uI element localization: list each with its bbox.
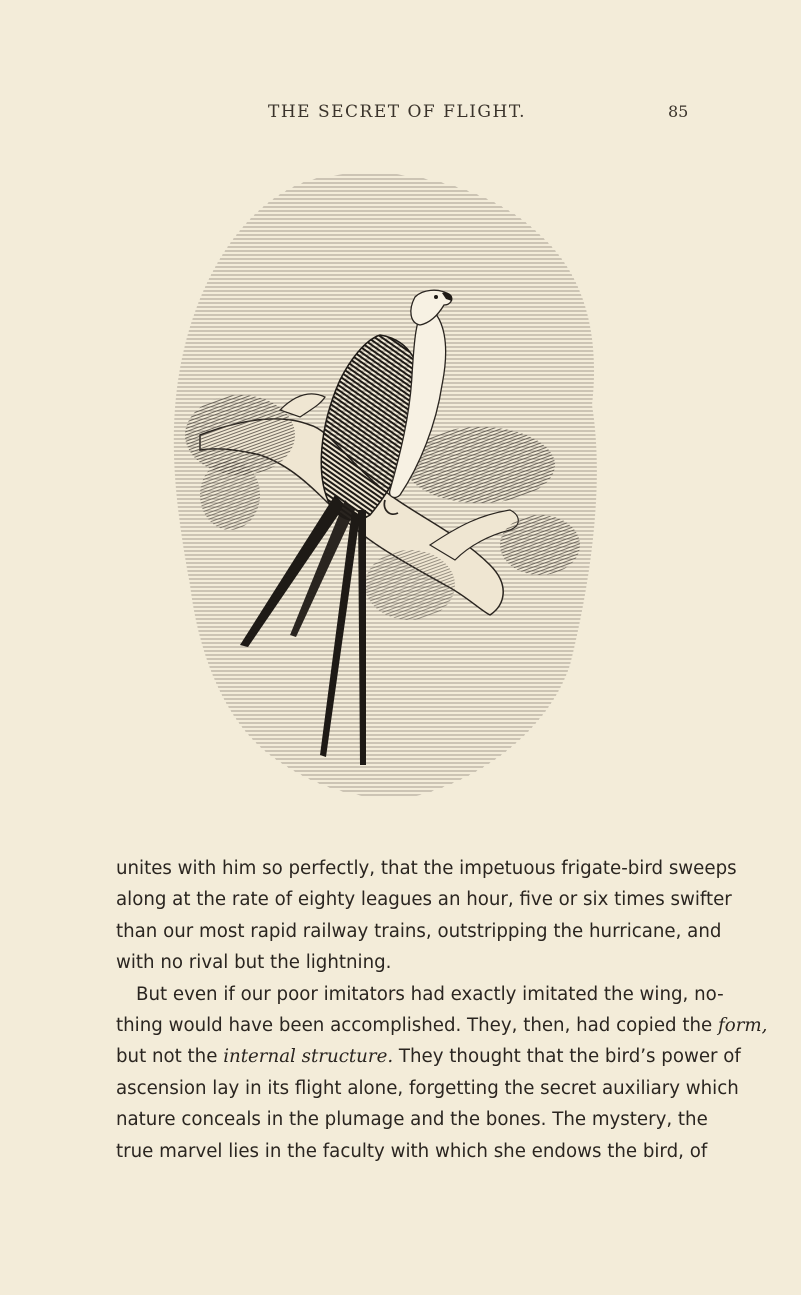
text-line bbox=[116, 1041, 741, 1072]
page-number: 85 bbox=[668, 102, 689, 121]
paragraph-1 bbox=[116, 853, 737, 979]
leaf-cluster-lower-left bbox=[200, 460, 260, 530]
running-head: THE SECRET OF FLIGHT. bbox=[268, 102, 527, 122]
paragraph-2 bbox=[116, 979, 768, 1167]
leaf-cluster-bottom bbox=[365, 550, 455, 620]
bird-eye bbox=[434, 295, 438, 299]
emphasis-internal-structure: internal structure. bbox=[223, 1046, 394, 1068]
text-line: ascension lay in its flight alone, forgetting the secret auxiliary which bbox=[116, 1077, 739, 1099]
text-line: But even if our poor imitators had exactly imitated the wing, no- bbox=[136, 983, 724, 1005]
text-line: along at the rate of eighty leagues an hour, five or six times swifter bbox=[116, 889, 732, 911]
body-text bbox=[116, 853, 768, 1167]
text-line: than our most rapid railway trains, outstripping the hurricane, and bbox=[116, 920, 722, 942]
bird-engraving-illustration bbox=[160, 165, 605, 805]
text-line bbox=[116, 1010, 768, 1041]
text-run: They thought that the bird’s power of bbox=[393, 1046, 741, 1068]
text-line: true marvel lies in the faculty with which she endows the bird, of bbox=[116, 1140, 708, 1162]
emphasis-form: form, bbox=[718, 1015, 768, 1037]
page-header bbox=[0, 102, 801, 126]
text-run: thing would have been accomplished. They, then, had copied the bbox=[116, 1015, 719, 1037]
text-run: but not the bbox=[116, 1046, 224, 1068]
text-line: with no rival but the lightning. bbox=[116, 952, 392, 974]
leaf-cluster-far-right bbox=[500, 515, 580, 575]
text-line: unites with him so perfectly, that the impetuous frigate-bird sweeps bbox=[116, 858, 737, 879]
text-line: nature conceals in the plumage and the bones. The mystery, the bbox=[116, 1109, 708, 1131]
